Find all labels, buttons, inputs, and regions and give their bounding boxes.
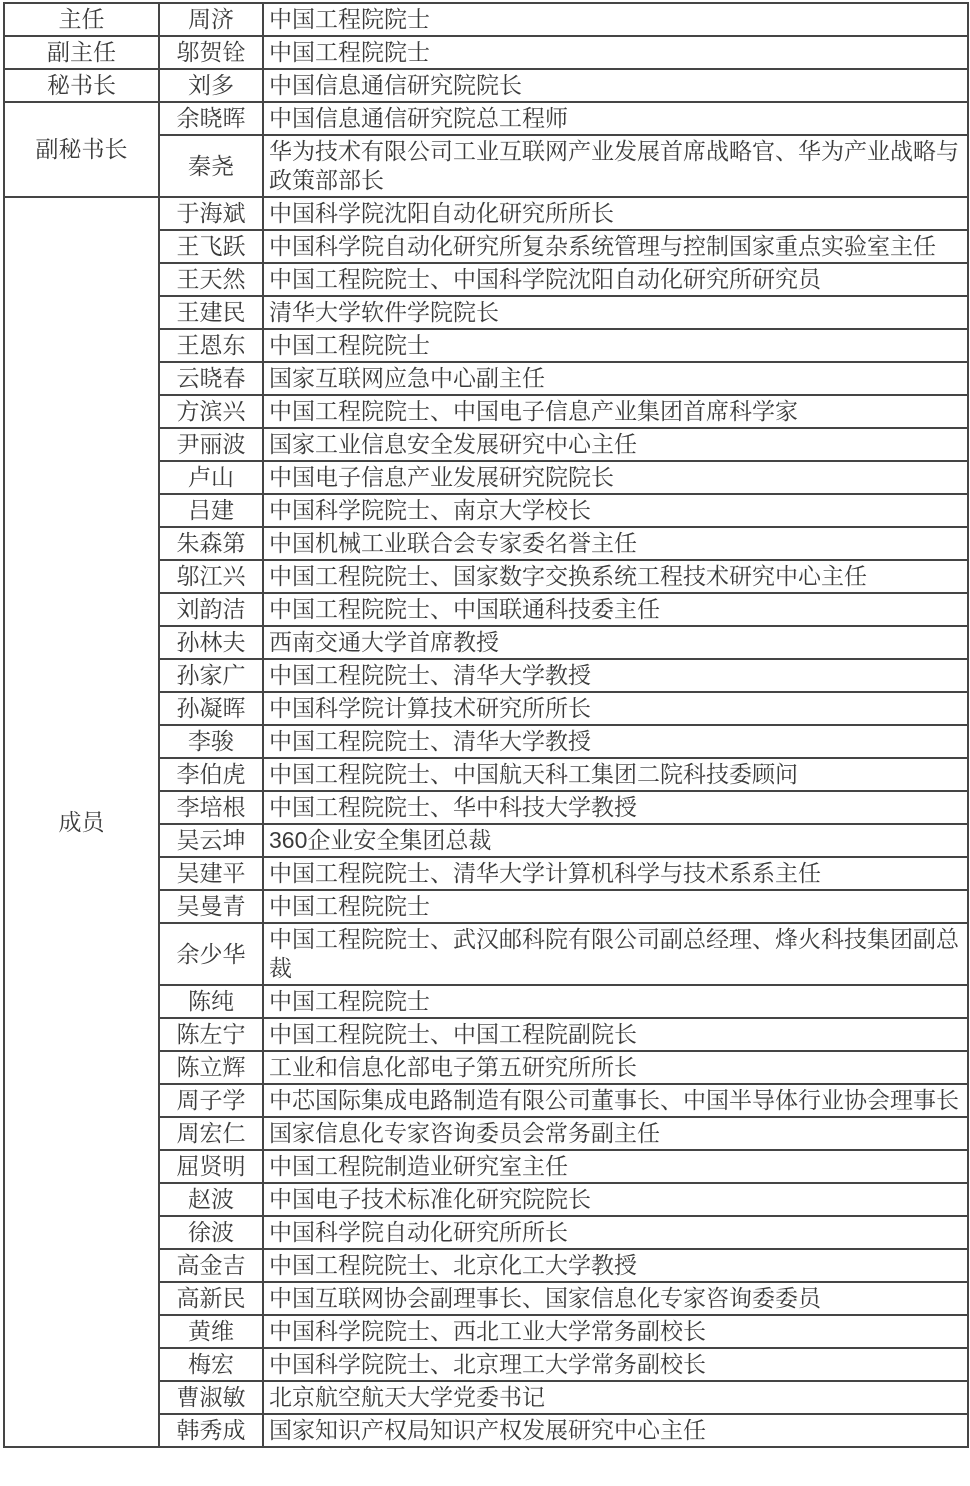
member-title-cell: 中国工程院院士、武汉邮科院有限公司副总经理、烽火科技集团副总裁 — [263, 923, 968, 985]
table-row — [4, 3, 968, 36]
member-name-cell: 邬江兴 — [159, 560, 263, 593]
member-title-cell: 中国科学院沈阳自动化研究所所长 — [263, 197, 968, 230]
member-name-cell: 吴曼青 — [159, 890, 263, 923]
member-title-cell: 中国工程院院士 — [263, 3, 968, 36]
member-title-cell: 中芯国际集成电路制造有限公司董事长、中国半导体行业协会理事长 — [263, 1084, 968, 1117]
member-name-cell: 高新民 — [159, 1282, 263, 1315]
member-name-cell: 云晓春 — [159, 362, 263, 395]
member-name-cell: 韩秀成 — [159, 1414, 263, 1447]
member-name-cell: 王飞跃 — [159, 230, 263, 263]
member-title-cell: 中国工程院院士 — [263, 890, 968, 923]
member-title-cell: 中国科学院院士、南京大学校长 — [263, 494, 968, 527]
table-row — [4, 36, 968, 69]
member-name-cell: 孙凝晖 — [159, 692, 263, 725]
member-title-cell: 中国工程院院士、中国工程院副院长 — [263, 1018, 968, 1051]
member-name-cell: 周济 — [159, 3, 263, 36]
member-title-cell: 中国科学院自动化研究所复杂系统管理与控制国家重点实验室主任 — [263, 230, 968, 263]
member-name-cell: 朱森第 — [159, 527, 263, 560]
role-cell: 主任 — [4, 3, 159, 36]
role-cell: 成员 — [4, 197, 159, 1447]
member-name-cell: 孙家广 — [159, 659, 263, 692]
member-title-cell: 国家工业信息安全发展研究中心主任 — [263, 428, 968, 461]
member-title-cell: 中国工程院院士 — [263, 329, 968, 362]
member-name-cell: 卢山 — [159, 461, 263, 494]
member-title-cell: 中国工程院院士、清华大学教授 — [263, 725, 968, 758]
member-title-cell: 国家知识产权局知识产权发展研究中心主任 — [263, 1414, 968, 1447]
member-title-cell: 国家信息化专家咨询委员会常务副主任 — [263, 1117, 968, 1150]
member-name-cell: 吴建平 — [159, 857, 263, 890]
member-name-cell: 李培根 — [159, 791, 263, 824]
member-name-cell: 秦尧 — [159, 135, 263, 197]
committee-table — [3, 2, 969, 1448]
member-title-cell: 中国工程院院士、中国联通科技委主任 — [263, 593, 968, 626]
member-name-cell: 余晓晖 — [159, 102, 263, 135]
role-cell: 副秘书长 — [4, 102, 159, 197]
member-title-cell: 中国科学院计算技术研究所所长 — [263, 692, 968, 725]
member-name-cell: 吕建 — [159, 494, 263, 527]
member-title-cell: 中国工程院院士、中国电子信息产业集团首席科学家 — [263, 395, 968, 428]
role-cell: 秘书长 — [4, 69, 159, 102]
member-name-cell: 余少华 — [159, 923, 263, 985]
member-title-cell: 中国工程院院士、清华大学教授 — [263, 659, 968, 692]
member-title-cell: 中国电子信息产业发展研究院院长 — [263, 461, 968, 494]
member-name-cell: 李骏 — [159, 725, 263, 758]
member-title-cell: 中国工程院院士 — [263, 985, 968, 1018]
member-name-cell: 梅宏 — [159, 1348, 263, 1381]
member-title-cell: 中国科学院院士、西北工业大学常务副校长 — [263, 1315, 968, 1348]
member-title-cell: 中国工程院院士、北京化工大学教授 — [263, 1249, 968, 1282]
member-title-cell: 工业和信息化部电子第五研究所所长 — [263, 1051, 968, 1084]
member-name-cell: 周子学 — [159, 1084, 263, 1117]
member-title-cell: 中国工程院院士、清华大学计算机科学与技术系系主任 — [263, 857, 968, 890]
member-title-cell: 北京航空航天大学党委书记 — [263, 1381, 968, 1414]
member-name-cell: 曹淑敏 — [159, 1381, 263, 1414]
member-title-cell: 中国机械工业联合会专家委名誉主任 — [263, 527, 968, 560]
member-title-cell: 中国工程院院士、中国航天科工集团二院科技委顾问 — [263, 758, 968, 791]
table-row — [4, 69, 968, 102]
member-name-cell: 周宏仁 — [159, 1117, 263, 1150]
member-name-cell: 孙林夫 — [159, 626, 263, 659]
member-name-cell: 徐波 — [159, 1216, 263, 1249]
member-title-cell: 中国信息通信研究院总工程师 — [263, 102, 968, 135]
member-name-cell: 屈贤明 — [159, 1150, 263, 1183]
member-name-cell: 李伯虎 — [159, 758, 263, 791]
member-name-cell: 王建民 — [159, 296, 263, 329]
member-title-cell: 中国工程院制造业研究室主任 — [263, 1150, 968, 1183]
member-title-cell: 华为技术有限公司工业互联网产业发展首席战略官、华为产业战略与政策部部长 — [263, 135, 968, 197]
member-title-cell: 中国科学院院士、北京理工大学常务副校长 — [263, 1348, 968, 1381]
member-name-cell: 于海斌 — [159, 197, 263, 230]
member-title-cell: 中国工程院院士、华中科技大学教授 — [263, 791, 968, 824]
member-title-cell: 中国互联网协会副理事长、国家信息化专家咨询委委员 — [263, 1282, 968, 1315]
member-title-cell: 国家互联网应急中心副主任 — [263, 362, 968, 395]
member-title-cell: 中国工程院院士、中国科学院沈阳自动化研究所研究员 — [263, 263, 968, 296]
member-title-cell: 西南交通大学首席教授 — [263, 626, 968, 659]
role-cell: 副主任 — [4, 36, 159, 69]
member-title-cell: 中国电子技术标准化研究院院长 — [263, 1183, 968, 1216]
member-name-cell: 刘多 — [159, 69, 263, 102]
member-name-cell: 刘韵洁 — [159, 593, 263, 626]
member-title-cell: 中国工程院院士、国家数字交换系统工程技术研究中心主任 — [263, 560, 968, 593]
member-name-cell: 赵波 — [159, 1183, 263, 1216]
member-name-cell: 吴云坤 — [159, 824, 263, 857]
member-name-cell: 王天然 — [159, 263, 263, 296]
member-title-cell: 360企业安全集团总裁 — [263, 824, 968, 857]
member-name-cell: 高金吉 — [159, 1249, 263, 1282]
member-name-cell: 邬贺铨 — [159, 36, 263, 69]
member-title-cell: 中国工程院院士 — [263, 36, 968, 69]
member-name-cell: 陈纯 — [159, 985, 263, 1018]
member-name-cell: 方滨兴 — [159, 395, 263, 428]
table-row — [4, 197, 968, 230]
member-title-cell: 清华大学软件学院院长 — [263, 296, 968, 329]
committee-table-body — [4, 3, 968, 1447]
member-title-cell: 中国科学院自动化研究所所长 — [263, 1216, 968, 1249]
member-name-cell: 黄维 — [159, 1315, 263, 1348]
member-name-cell: 陈左宁 — [159, 1018, 263, 1051]
member-name-cell: 陈立辉 — [159, 1051, 263, 1084]
member-name-cell: 王恩东 — [159, 329, 263, 362]
member-name-cell: 尹丽波 — [159, 428, 263, 461]
table-row — [4, 102, 968, 135]
member-title-cell: 中国信息通信研究院院长 — [263, 69, 968, 102]
